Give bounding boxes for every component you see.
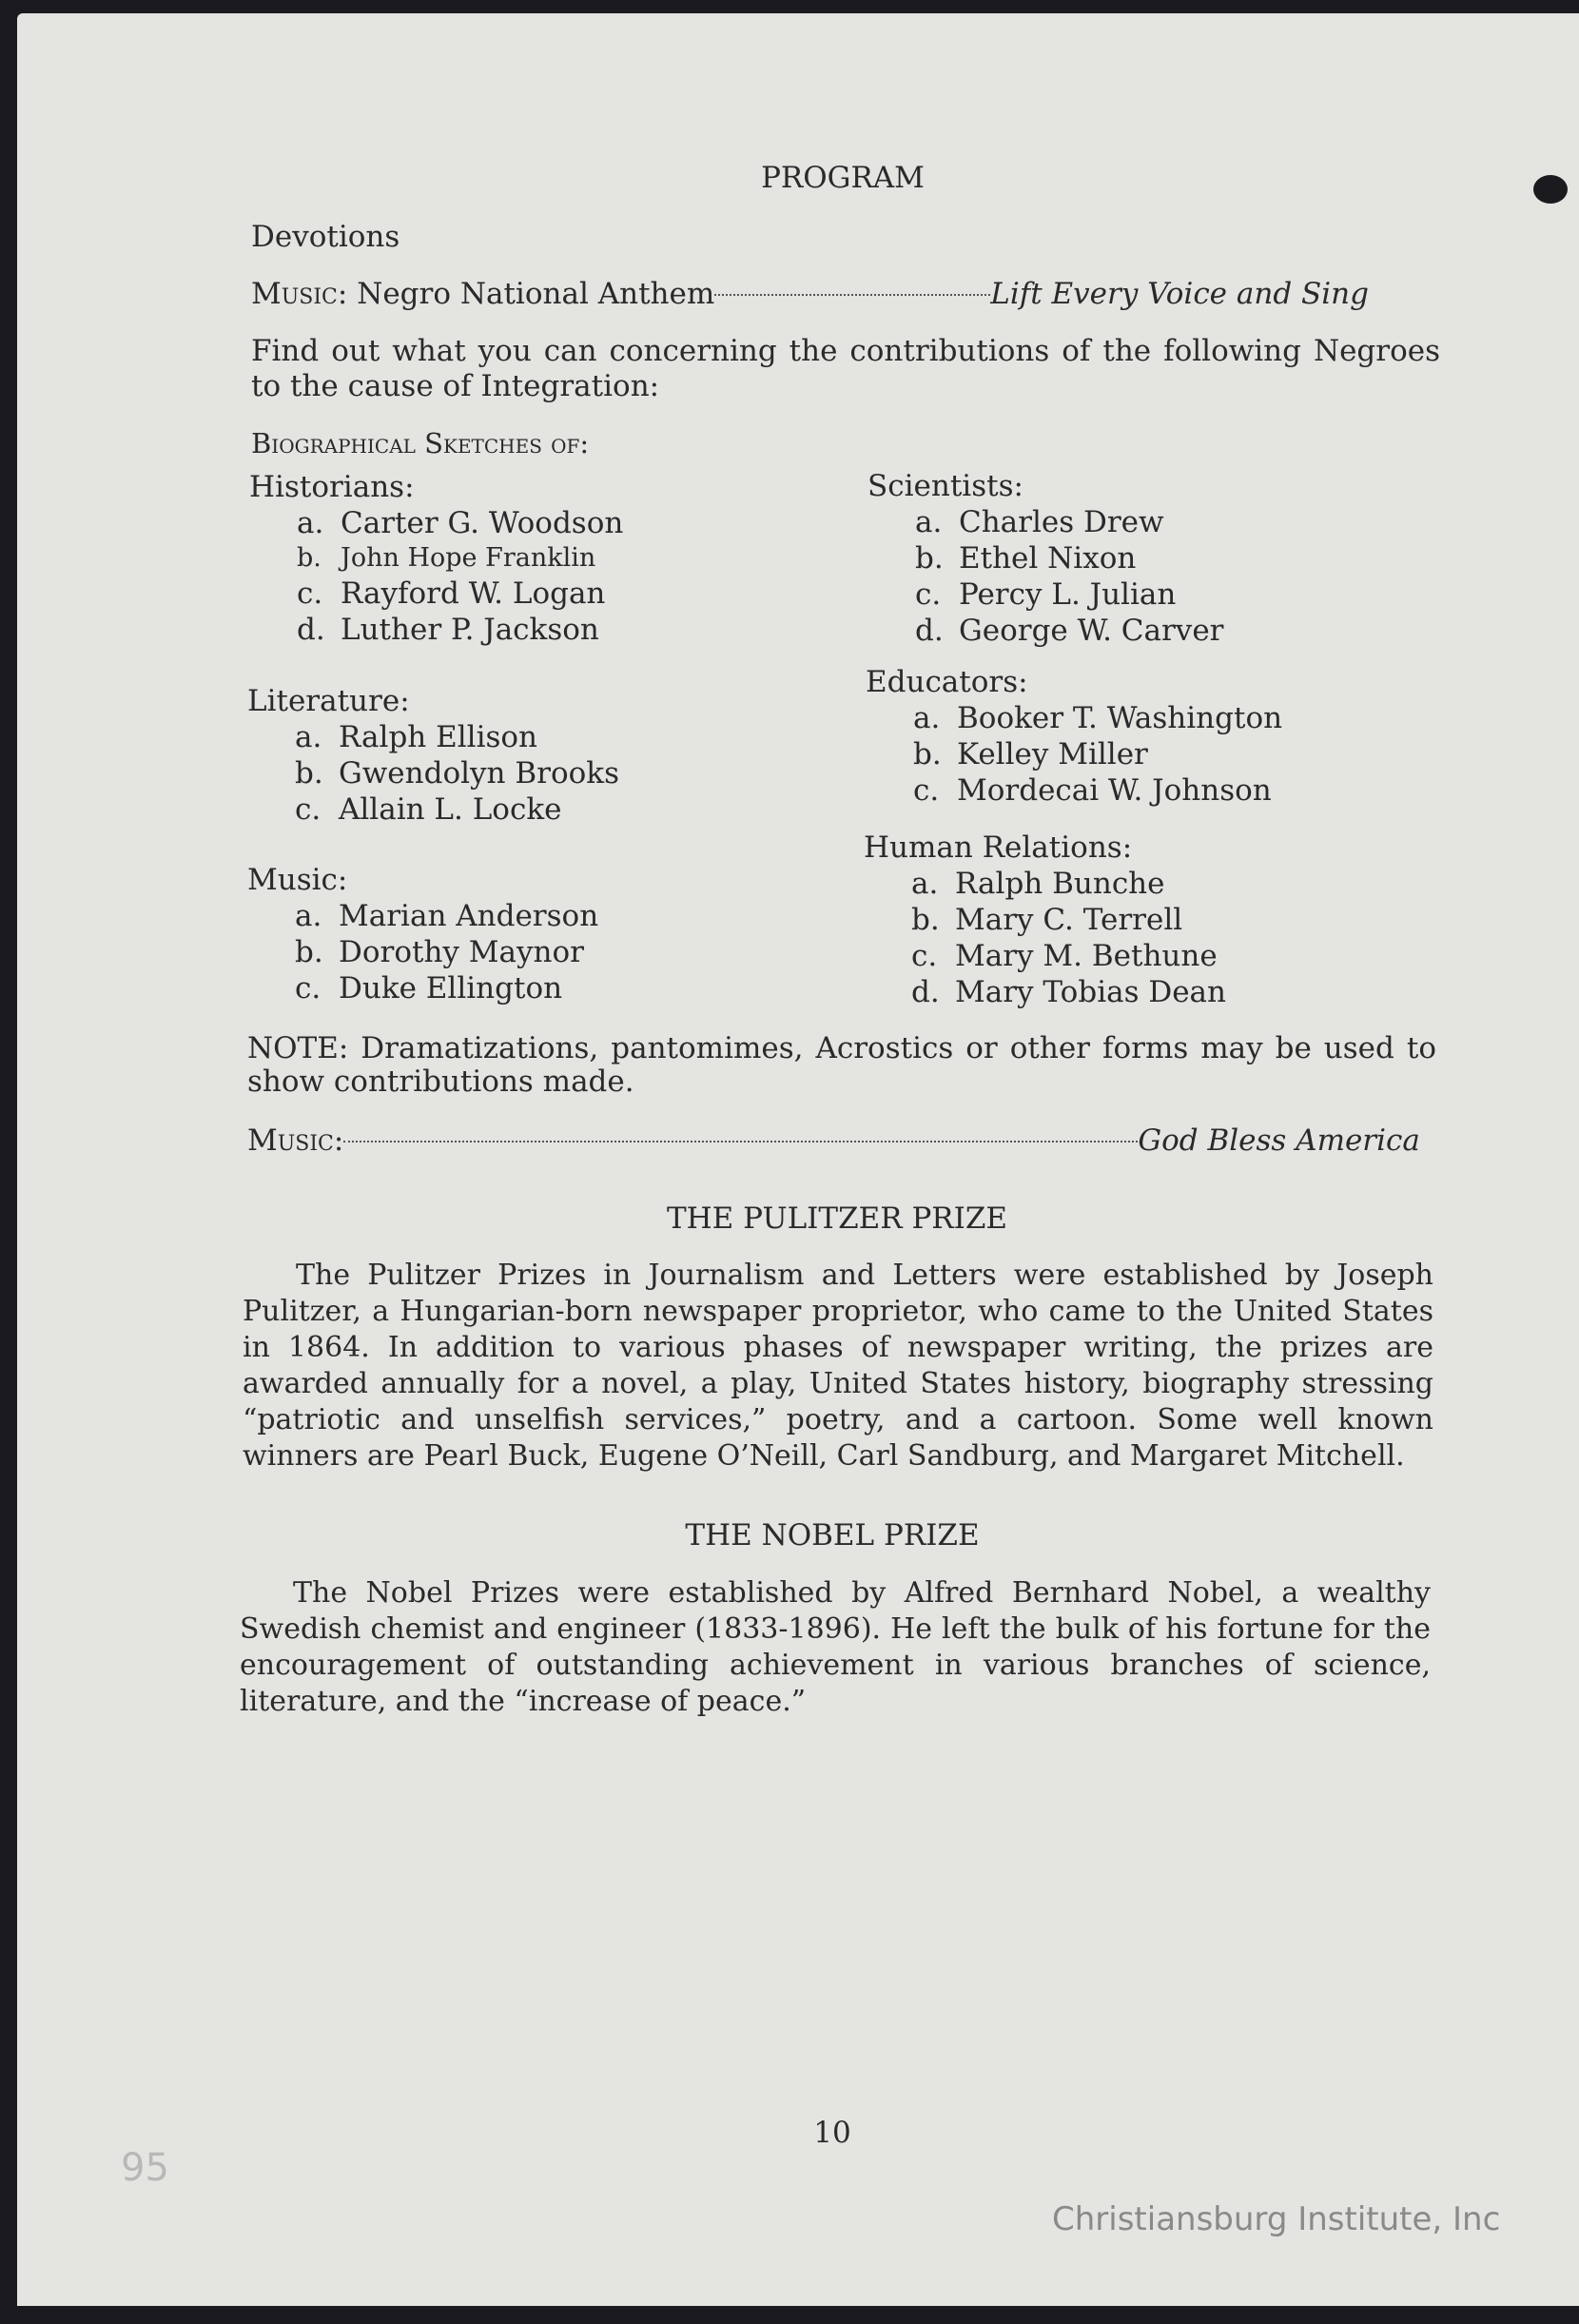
item-letter: c. (297, 576, 323, 611)
nobel-paragraph (240, 1575, 1431, 1720)
program-title: PROGRAM (761, 161, 925, 195)
item-name: Mary M. Bethune (955, 939, 1218, 973)
note-line-1: NOTE: Dramatizations, pantomimes, Acrostics or other forms may be used to (247, 1031, 1436, 1065)
item-name: Percy L. Julian (959, 577, 1177, 612)
item-letter: b. (915, 541, 944, 576)
pulitzer-paragraph (243, 1258, 1433, 1474)
item-letter: b. (911, 903, 940, 937)
music-piece: Negro National Anthem (357, 277, 715, 311)
note-line-2: show contributions made. (247, 1064, 634, 1099)
list-item (915, 613, 1224, 649)
item-name: Ralph Ellison (339, 720, 538, 754)
music-title: Lift Every Voice and Sing (990, 277, 1369, 311)
item-letter: c. (915, 577, 942, 612)
music-title: God Bless America (1138, 1123, 1420, 1158)
music-colon: : (337, 277, 348, 311)
intro-line-1: Find out what you can concerning the contributions of the following Negroes (251, 334, 1440, 368)
item-name: Charles Drew (959, 505, 1164, 539)
music-line-1 (251, 276, 1440, 312)
nobel-text: The Nobel Prizes were established by Alfred Bernhard Nobel, a wealthy Swedish chemist and engineer (1833-1896). He left the bulk of his fortune for the encouragement of outstanding achievement in various branches of science, literature, and the “increase of peace.” (240, 1576, 1431, 1718)
pencil-mark: 95 (121, 2146, 169, 2190)
list-item (297, 612, 623, 648)
list-item (295, 970, 598, 1006)
group-heading: Literature: (247, 684, 410, 718)
list-item (911, 938, 1226, 974)
item-name: George W. Carver (959, 614, 1224, 648)
list-item (295, 719, 619, 755)
group-heading: Music: (247, 863, 348, 897)
item-name: Ralph Bunche (955, 867, 1165, 901)
dotted-leader (714, 294, 990, 296)
item-name: Rayford W. Logan (341, 576, 606, 611)
group-scientists (867, 468, 1224, 649)
list-item (915, 576, 1224, 613)
group-historians (249, 469, 623, 648)
item-name: Duke Ellington (339, 971, 563, 1006)
sketches-heading: Biographical Sketches of: (251, 427, 590, 459)
item-name: Luther P. Jackson (341, 613, 599, 647)
group-heading: Educators: (866, 665, 1028, 699)
list-item (915, 540, 1224, 576)
item-name: Marian Anderson (339, 899, 599, 933)
music-colon: : (333, 1123, 344, 1158)
list-item (915, 504, 1224, 540)
item-letter: c. (295, 792, 322, 827)
item-letter: b. (297, 543, 322, 573)
item-letter: a. (915, 505, 943, 539)
item-name: Mary C. Terrell (955, 903, 1183, 937)
group-educators (866, 664, 1282, 809)
pulitzer-text: The Pulitzer Prizes in Journalism and Letters were established by Joseph Pulitzer, a Hungarian-born newspaper proprietor, who came to the United States in 1864. In addition to various phases of newspaper writing, the prizes are awarded annually for a novel, a play, United States history, biography stressing “patriotic and unselfish services,” poetry, and a cartoon. Some well known winners are Pearl Buck, Eugene O’Neill, Carl Sandburg, and Margaret Mitchell. (243, 1259, 1433, 1473)
list-item (911, 866, 1226, 902)
list-item (911, 902, 1226, 938)
list-item (913, 700, 1282, 736)
music-label: Music (251, 277, 338, 311)
item-letter: a. (295, 899, 322, 933)
list-item (295, 755, 619, 791)
pulitzer-heading: THE PULITZER PRIZE (666, 1201, 1008, 1236)
group-human-relations (864, 830, 1226, 1010)
group-heading: Scientists: (867, 469, 1023, 503)
item-letter: d. (915, 614, 944, 648)
list-item (297, 576, 623, 612)
nobel-heading: THE NOBEL PRIZE (685, 1518, 980, 1553)
item-letter: c. (913, 773, 940, 808)
item-letter: b. (295, 935, 323, 969)
group-music (247, 862, 598, 1006)
list-item (911, 974, 1226, 1010)
list-item (295, 898, 598, 934)
item-letter: c. (911, 939, 938, 973)
list-item (295, 934, 598, 970)
group-literature (247, 683, 619, 828)
item-letter: d. (297, 613, 325, 647)
dotted-leader (343, 1141, 1138, 1142)
item-name: Kelley Miller (957, 737, 1148, 771)
devotions-line: Devotions (251, 220, 400, 254)
item-letter: b. (913, 737, 942, 771)
item-name: Mary Tobias Dean (955, 975, 1226, 1009)
music-line-2 (247, 1123, 1436, 1159)
item-name: John Hope Franklin (341, 543, 596, 573)
item-letter: d. (911, 975, 940, 1009)
item-name: Allain L. Locke (339, 792, 562, 827)
item-name: Mordecai W. Johnson (957, 773, 1272, 808)
list-item (295, 791, 619, 828)
item-letter: b. (295, 756, 323, 791)
item-letter: a. (295, 720, 322, 754)
item-name: Ethel Nixon (959, 541, 1137, 576)
page-number: 10 (813, 2116, 851, 2150)
list-item (913, 772, 1282, 809)
item-letter: c. (295, 971, 322, 1006)
watermark: Christiansburg Institute, Inc (1052, 2200, 1501, 2238)
item-letter: a. (913, 701, 941, 735)
item-letter: a. (297, 506, 324, 540)
item-name: Carter G. Woodson (341, 506, 624, 540)
list-item (913, 736, 1282, 772)
list-item (297, 505, 623, 541)
group-heading: Human Relations: (864, 830, 1133, 865)
list-item (297, 541, 623, 576)
item-letter: a. (911, 867, 939, 901)
item-name: Dorothy Maynor (339, 935, 584, 969)
intro-line-2: to the cause of Integration: (251, 369, 660, 403)
item-name: Booker T. Washington (957, 701, 1283, 735)
group-heading: Historians: (249, 470, 415, 504)
music-label: Music (247, 1123, 334, 1158)
item-name: Gwendolyn Brooks (339, 756, 619, 791)
